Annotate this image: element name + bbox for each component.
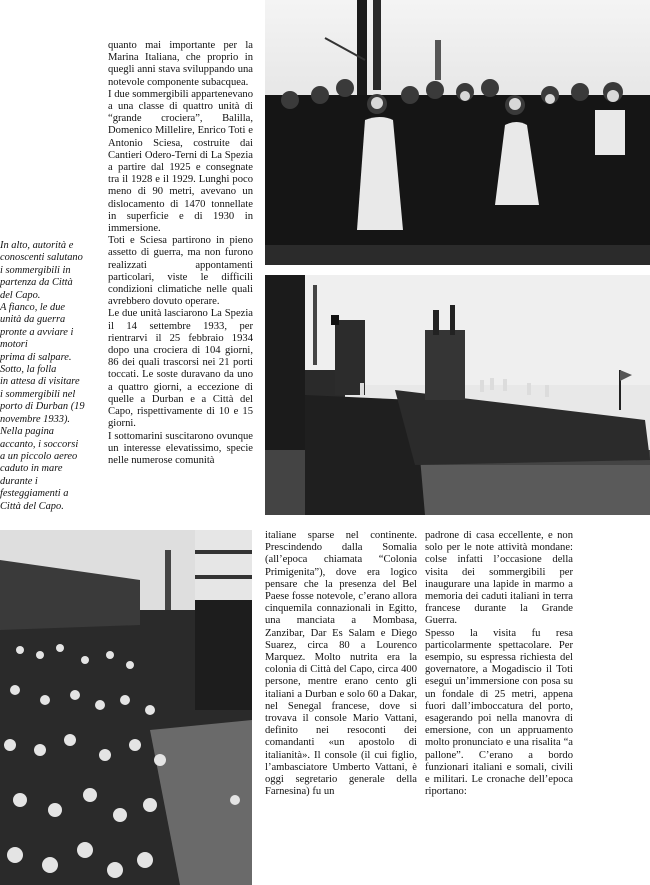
photo-dignitaries-image xyxy=(265,0,650,265)
photo-durban-crowd-image xyxy=(0,530,252,885)
photo-caption xyxy=(0,240,100,513)
photo-submarines-image xyxy=(265,275,650,515)
caption-line: conoscenti salutano xyxy=(0,252,83,264)
caption-line: prima di salpare. xyxy=(0,351,72,363)
caption-line: caduto in mare xyxy=(0,463,63,475)
photo-dignitaries xyxy=(265,0,650,265)
text-column-top xyxy=(108,40,253,467)
caption-line: Nella pagina xyxy=(0,426,54,438)
paragraph: Le due unità lasciarono La Spezia il 14 settembre 1933, per rientrarvi il 25 febbraio 1934 dopo una crociera di 104 giorni, 86 dei quali trascorsi nei 21 porti toccati. Le soste duravano da uno a quattro giorni, a eccezione di quelle a Durban e a Città del Capo, rispettivamente di 10 e 15 giorni. xyxy=(108,308,253,430)
caption-line: durante i xyxy=(0,475,38,487)
paragraph: I sottomarini suscitarono ovunque un interesse elevatissimo, specie nelle numerose comunità xyxy=(108,430,253,466)
caption-line: accanto, i soccorsi xyxy=(0,438,79,450)
caption-line: festeggiamenti a xyxy=(0,488,69,500)
caption-line: porto di Durban (19 xyxy=(0,401,85,413)
caption-line: unità da guerra xyxy=(0,314,66,326)
caption-line: i sommergibili in xyxy=(0,264,71,276)
caption-line: Città del Capo. xyxy=(0,500,64,512)
caption-line: del Capo. xyxy=(0,289,41,301)
caption-line: in attesa di visitare xyxy=(0,376,80,388)
caption-line: a un piccolo aereo xyxy=(0,450,78,462)
caption-line: Sotto, la folla xyxy=(0,364,57,376)
caption-line: partenza da Città xyxy=(0,277,73,289)
paragraph: I due sommergibili appartenevano a una classe di quattro unità di “grande crociera”, Balilla, Domenico Millelire, Enrico Toti e Antonio Sciesa, costruite dai Cantieri Odero-Terni di La Spezia a partire dal 1925 e consegnate tra il 1928 e il 1929. Lunghi poco meno di 90 metri, avevano un dislocamento di 1470 tonnellate in superficie e di 1930 in immersione. xyxy=(108,88,253,235)
text-column-right xyxy=(425,530,573,798)
paragraph: quanto mai importante per la Marina Italiana, che proprio in quegli anni stava sviluppando una notevole componente subacquea. xyxy=(108,40,253,88)
photo-durban-crowd xyxy=(0,530,252,885)
paragraph: padrone di casa eccellente, e non solo per le note attività mondane: colse infatti l’occasione della visita dei sommergibili per inaugurare una lapide in marmo a memoria dei caduti italiani in terra francese durante la Grande Guerra. xyxy=(425,530,573,627)
caption-line: pronte a avviare i motori xyxy=(0,326,74,351)
photo-submarines xyxy=(265,275,650,515)
text-column-middle xyxy=(265,530,417,798)
paragraph: Toti e Sciesa partirono in pieno assetto di guerra, ma non furono realizzati appontamenti particolari, viste le difficili condizioni climatiche nelle quali avrebbero dovuto operare. xyxy=(108,235,253,308)
caption-line: i sommergibili nel xyxy=(0,388,76,400)
paragraph: Spesso la visita fu resa particolarmente spettacolare. Per esempio, su espressa richiesta del governatore, a Mogadiscio il Toti eseguì un’immersione con posa su un fondale di 25 metri, appena fuori dall’imboccatura del porto, esagerando poi nella manovra di emersione, con un appruamento molto pronunciato e una risalita “a pallone”. C’erano a bordo funzionari italiani e somali, civili e militari. Le cronache dell’epoca riportano: xyxy=(425,627,573,798)
caption-line: A fianco, le due xyxy=(0,302,66,314)
caption-line: In alto, autorità e xyxy=(0,240,74,251)
paragraph: italiane sparse nel continente. Prescindendo dalla Somalia (all’epoca chiamata “Colonia Primigenita”), dove era logico pensare che la presenza del Bel Paese fosse notevole, c’erano allora cinquemila connazionali in Egitto, una manciata a Mombasa, Zanzibar, Dar Es Salam e Diego Suarez, circa 80 a Lourenco Marquez. Molto nutrita era la colonia di Città del Capo, circa 400 persone, mentre erano cento gli italiani a Durban e solo 60 a Dakar, nel Senegal francese, dove si trovava il console Mario Vattani, definito nei resoconti dei comandanti «un apostolo di italianità». Il console (il cui figlio, l’ambasciatore Umberto Vattani, è oggi segretario generale della Farnesina) fu un xyxy=(265,530,417,798)
caption-line: novembre 1933). xyxy=(0,413,71,425)
